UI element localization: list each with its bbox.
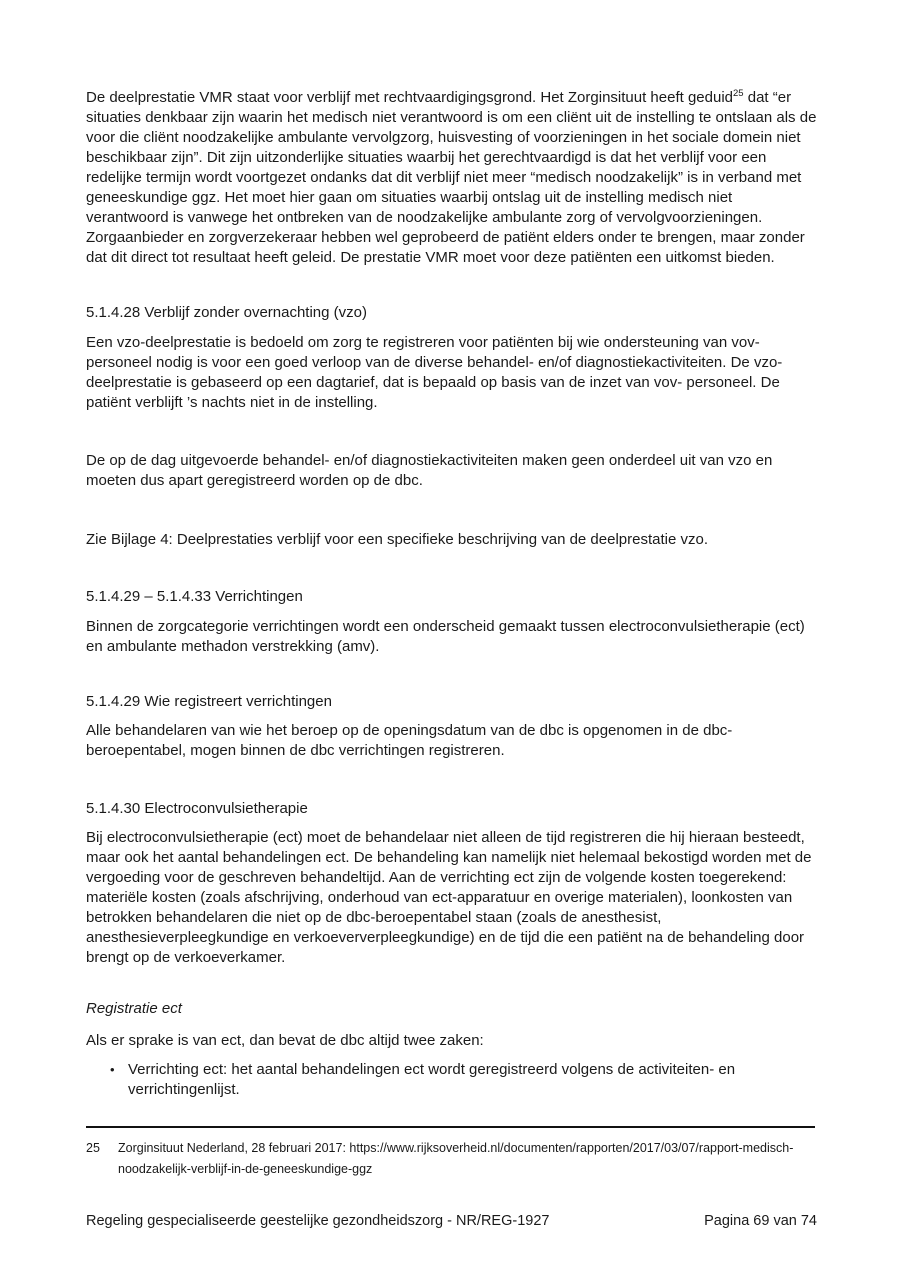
- section-heading-verrichtingen: 5.1.4.29 – 5.1.4.33 Verrichtingen: [86, 588, 303, 605]
- section-heading-wie-registreert: 5.1.4.29 Wie registreert verrichtingen: [86, 693, 332, 710]
- registratie-ect-intro: Als er sprake is van ect, dan bevat de dbc altijd twee zaken:: [86, 1032, 484, 1049]
- footer-document-title: Regeling gespecialiseerde geestelijke gezondheidszorg - NR/REG-1927: [86, 1213, 550, 1229]
- bullet-item-text: Verrichting ect: het aantal behandelingen ect wordt geregistreerd volgens de activiteiten- en verrichtingenlijst.: [128, 1061, 736, 1098]
- section-heading-electroconvulsietherapie: 5.1.4.30 Electroconvulsietherapie: [86, 800, 308, 817]
- footnote-number: 25: [86, 1141, 100, 1155]
- paragraph-dag: De op de dag uitgevoerde behandel- en/of diagnostiekactiviteiten maken geen onderdeel uit van vzo en moeten dus apart geregistreerd worden op de dbc.: [86, 452, 773, 489]
- section-body-wie-registreert: Alle behandelaren van wie het beroep op de openingsdatum van de dbc is opgenomen in de dbc-beroepentabel, mogen binnen de dbc verrichtingen registreren.: [86, 722, 733, 759]
- footnote-separator: [86, 1126, 815, 1128]
- section-heading-vzo: 5.1.4.28 Verblijf zonder overnachting (vzo): [86, 304, 367, 321]
- section-body-vzo: Een vzo-deelprestatie is bedoeld om zorg te registreren voor patiënten bij wie ondersteuning van vov-personeel nodig is voor een goed verloop van de diverse behandel- en/of diagnostiekactiviteiten. De vzo-deelprestatie is gebaseerd op een dagtarief, dat is bepaald op basis van de inzet van vov- personeel. De patiënt verblijft ’s nachts niet in de instelling.: [86, 334, 783, 411]
- footnote-text: Zorginsituut Nederland, 28 februari 2017: https://www.rijksoverheid.nl/documenten/rapporten/2017/03/07/rapport-medisch-noodzakelijk-verblijf-in-de-geneeskundige-ggz: [118, 1141, 794, 1176]
- intro-text-after-ref: dat “er situaties denkbaar zijn waarin het medisch niet verantwoord is om een cliënt uit de instelling te ontslaan als de voor die cliënt noodzakelijke ambulante vervolgzorg, huisvesting of voorzieningen in het sociale domein niet beschikbaar zijn”. Dit zijn uitzonderlijke situaties waarbij het gerechtvaardigd is dat het verblijf voor een redelijke termijn wordt voortgezet ondanks dat dit verblijf niet meer “medisch noodzakelijk” is in verband met geneeskundige ggz. Het moet hier gaan om situaties waarbij ontslag uit de instelling medisch niet verantwoord is vanwege het ontbreken van de noodzakelijke ambulante zorg of vervolgvoorzieningen. Zorgaanbieder en zorgverzekeraar hebben wel geprobeerd de patiënt elders onder te brengen, maar zonder dat dit direct tot resultaat heeft geleid. De prestatie VMR moet voor deze patiënten een uitkomst bieden.: [86, 89, 817, 266]
- section-body-electroconvulsietherapie: Bij electroconvulsietherapie (ect) moet de behandelaar niet alleen de tijd registreren die hij hieraan besteedt, maar ook het aantal behandelingen ect. De behandeling kan namelijk niet helemaal bekostigd worden met de vergoeding voor de geschreven behandeltijd. Aan de verrichting ect zijn de volgende kosten toegerekend: materiële kosten (zoals afschrijving, onderhoud van ect-apparatuur en overige materialen), loonkosten van betrokken behandelaren die niet op de dbc-beroepentabel staan (zoals de anesthesist, anesthesieverpleegkundige en verkoeververpleegkundige) en de tijd die een patiënt na de behandeling door brengt op de verkoeverkamer.: [86, 829, 812, 966]
- footnote-reference: 25: [733, 88, 744, 99]
- footer-page-number: Pagina 69 van 74: [704, 1213, 817, 1229]
- footnote: [86, 1138, 817, 1180]
- page-footer: [86, 1211, 817, 1231]
- section-body-verrichtingen: Binnen de zorgcategorie verrichtingen wordt een onderscheid gemaakt tussen electroconvulsietherapie (ect) en ambulante methadon verstrekking (amv).: [86, 618, 805, 655]
- intro-paragraph: [86, 88, 817, 268]
- subheading-registratie-ect: Registratie ect: [86, 1000, 182, 1017]
- bullet-list-item: [86, 1060, 817, 1100]
- intro-text-before-ref: De deelprestatie VMR staat voor verblijf met rechtvaardigingsgrond. Het Zorginsituut heeft geduid: [86, 89, 733, 106]
- paragraph-bijlage: Zie Bijlage 4: Deelprestaties verblijf voor een specifieke beschrijving van de deelprestatie vzo.: [86, 531, 708, 548]
- bullet-icon: •: [110, 1062, 115, 1077]
